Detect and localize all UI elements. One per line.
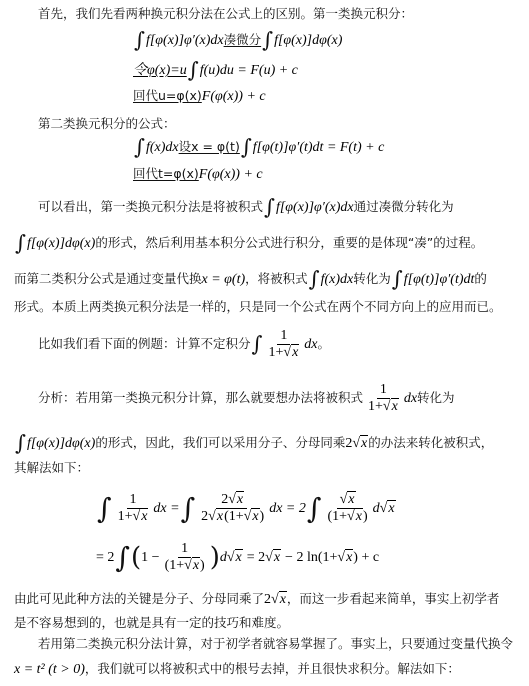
integral-sign: ∫ — [97, 491, 112, 525]
fraction: $\frac{1}{1+√x}$ — [268, 327, 299, 360]
formula-type2-line1: ∫f(x)dx设x = φ(t)∫f[φ(t)]φ′(t)dt = F(t) + c — [134, 135, 385, 159]
formula-annotation: 设x = φ(t) — [178, 139, 240, 154]
sqrt-sign: √ — [271, 592, 279, 607]
integral-sign: ∫ — [187, 58, 199, 82]
conclusion-line2: 是不容易想到的，也就是具有一定的技巧和难度。 — [14, 615, 290, 630]
solution-equation-1: ∫ $\frac{1}{1+√x}$ dx =∫ $\frac{2√x}{2√x(1+√x)}$ dx = 2∫ $\frac{√x}{(1+√x)}$ d√x — [97, 491, 395, 525]
sqrt-sign: √ — [352, 436, 361, 451]
formula-annotation: 回代t=φ(x) — [133, 166, 199, 181]
formula-type2-line2: 回代t=φ(x)F(φ(x)) + c — [133, 166, 263, 182]
formula-type1-line3: 回代u=φ(x)F(φ(x)) + c — [133, 88, 266, 104]
solution-intro: 其解法如下： — [14, 460, 90, 475]
solution-equation-2: = 2∫(1 − $\frac{1}{(1+√x)}$ )d√x = 2√x − 2 ln(1+√x) + c — [96, 540, 380, 574]
fraction: $\frac{1}{1+√x}$ — [117, 491, 148, 524]
analysis-line2: ∫f[φ(x)]dφ(x)的形式，因此，我们可以采用分子、分母同乘2√x的办法来转化被积式， — [15, 431, 494, 455]
example-statement: 比如我们看下面的例题：计算不定积分∫ $\frac{1}{1+√x}$ dx。 — [38, 327, 331, 360]
fraction: $\frac{1}{1+√x}$ — [368, 381, 398, 414]
fraction: $\frac{1}{(1+√x)}$ — [164, 540, 205, 573]
analysis-line1: 分析：若用第一类换元积分计算，那么就要想办法将被积式 $\frac{1}{1+√x}$ dx转化为 — [38, 381, 455, 414]
second-type-heading: 第二类换元积分的公式： — [38, 116, 176, 131]
fraction: $\frac{2√x}{2√x(1+√x)}$ — [201, 491, 265, 524]
second-method-line1: 若用第二类换元积分法计算，对于初学者就容易掌握了。事实上，只要通过变量代换令 — [38, 636, 514, 651]
integral-sign: ∫ — [262, 28, 274, 52]
integral-sign: ∫ — [15, 431, 26, 455]
sqrt-sign: √ — [382, 399, 391, 414]
formula-annotation: 令φ(x)=u — [133, 63, 187, 78]
integral-sign: ∫ — [251, 332, 263, 356]
comparison-paragraph-line1: 可以看出，第一类换元积分法是将被积式∫f[φ(x)]φ′(x)dx通过凑微分转化为 — [38, 195, 454, 219]
formula-type1-line1: ∫f[φ(x)]φ′(x)dx凑微分∫f[φ(x)]dφ(x) — [134, 28, 343, 52]
second-method-line2: x = t² (t > 0)，我们就可以将被积式中的根号去掉，并且很快求积分。解法如下： — [14, 661, 460, 677]
formula-annotation: 凑微分 — [223, 32, 262, 47]
integral-sign: ∫ — [115, 540, 130, 574]
integral-sign: ∫ — [240, 135, 252, 159]
formula-type1-line2: 令φ(x)=u∫f(u)du = F(u) + c — [133, 58, 298, 82]
integral-sign: ∫ — [180, 491, 196, 525]
integral-sign: ∫ — [264, 195, 275, 219]
formula-annotation: 回代u=φ(x) — [133, 88, 202, 103]
sqrt-sign: √ — [283, 345, 292, 360]
integral-sign: ∫ — [15, 231, 26, 255]
fraction: $\frac{√x}{(1+√x)}$ — [327, 491, 368, 524]
comparison-paragraph-line2: ∫f[φ(x)]dφ(x)的形式，然后利用基本积分公式进行积分，重要的是体现“凑”的过程。 — [15, 231, 484, 255]
integral-sign: ∫ — [134, 135, 145, 159]
comparison-paragraph-line3: 而第二类积分公式是通过变量代换x = φ(t)，将被积式∫f(x)dx转化为∫f[φ(t)]φ′(t)dt的 — [14, 267, 487, 291]
comparison-paragraph-line4: 形式。本质上两类换元积分法是一样的，只是同一个公式在两个不同方向上的应用而已。 — [14, 299, 502, 314]
integral-sign: ∫ — [306, 491, 322, 525]
integral-sign: ∫ — [308, 267, 320, 291]
intro-paragraph: 首先，我们先看两种换元积分法在公式上的区别。第一类换元积分： — [38, 6, 414, 21]
integral-sign: ∫ — [391, 267, 403, 291]
conclusion-line1: 由此可见此种方法的关键是分子、分母同乘了2√x，而这一步看起来简单，事实上初学者 — [14, 591, 500, 607]
integral-sign: ∫ — [134, 28, 145, 52]
